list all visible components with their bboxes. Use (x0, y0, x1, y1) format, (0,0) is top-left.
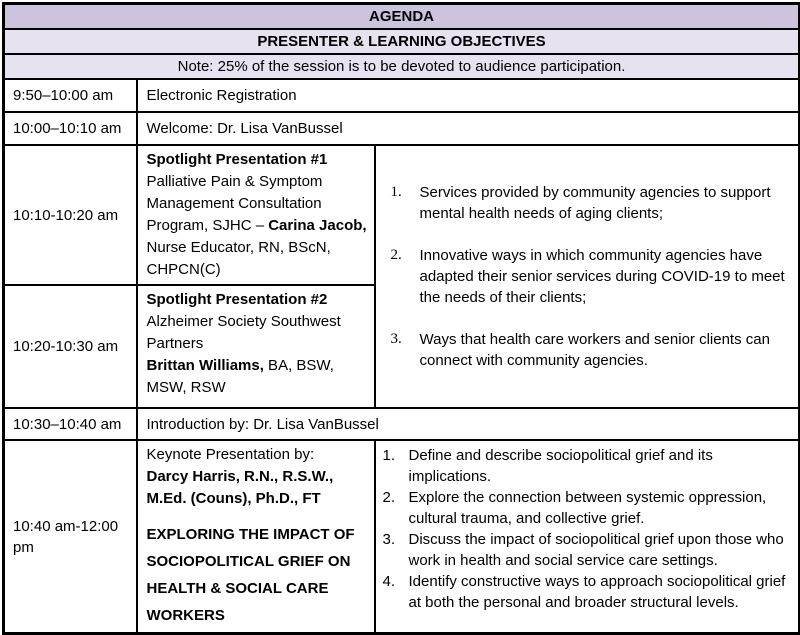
spotlight1-body-after: Nurse Educator, RN, BScN, CHPCN(C) (146, 239, 331, 278)
table-row-keynote (4, 440, 800, 634)
introduction-time: 10:30–10:40 am (4, 408, 137, 440)
table-row-welcome (4, 112, 800, 145)
keynote-talk-title: EXPLORING THE IMPACT OF SOCIOPOLITICAL GRIEF ON HEALTH & SOCIAL CARE WORKERS (146, 526, 355, 624)
spotlight2-credentials: BA, BSW, MSW, RSW (146, 357, 334, 396)
spotlight2-time: 10:20-10:30 am (4, 285, 137, 408)
list-item: Define and describe sociopolitical grief and its implications. (408, 447, 713, 485)
participation-note: Note: 25% of the session is to be devoted to audience participation. (4, 54, 800, 79)
list-item: Innovative ways in which community agencies have adapted their senior services during COVID-19 to meet the needs of their clients; (419, 247, 785, 306)
spotlight-objectives-list (376, 182, 795, 371)
welcome-time: 10:00–10:10 am (4, 112, 137, 145)
spotlight2-description (137, 285, 375, 408)
spotlight1-description (137, 145, 375, 285)
note-row (4, 54, 800, 79)
spotlight1-presenter: Carina Jacob, (268, 217, 367, 234)
spotlight2-heading: Spotlight Presentation #2 (146, 291, 328, 308)
spotlight1-time: 10:10-10:20 am (4, 145, 137, 285)
page-subtitle: PRESENTER & LEARNING OBJECTIVES (4, 29, 800, 54)
page-title: AGENDA (4, 4, 800, 30)
table-row-registration (4, 79, 800, 112)
agenda-title-row (4, 4, 800, 30)
registration-time: 9:50–10:00 am (4, 79, 137, 112)
keynote-objectives-list (376, 445, 795, 613)
table-row-spotlight1 (4, 145, 800, 285)
table-row-introduction (4, 408, 800, 440)
keynote-objectives-cell (375, 440, 800, 634)
keynote-presenter: Darcy Harris, R.N., R.S.W., M.Ed. (Couns), Ph.D., FT (146, 468, 334, 507)
spotlight-objectives-cell (375, 145, 800, 408)
subtitle-row (4, 29, 800, 54)
keynote-intro: Keynote Presentation by: (146, 446, 315, 463)
keynote-description (137, 440, 375, 634)
spotlight1-heading: Spotlight Presentation #1 (146, 151, 328, 168)
list-item: Services provided by community agencies to support mental health needs of aging clients; (419, 184, 771, 222)
registration-label: Electronic Registration (137, 79, 800, 112)
list-item: Ways that health care workers and senior clients can connect with community agencies. (419, 331, 770, 369)
introduction-label: Introduction by: Dr. Lisa VanBussel (137, 408, 800, 440)
list-item: Explore the connection between systemic oppression, cultural trauma, and collective grief. (408, 489, 767, 527)
list-item: Identify constructive ways to approach sociopolitical grief at both the personal and broader structural levels. (408, 573, 786, 611)
spotlight2-presenter: Brittan Williams, (146, 357, 264, 374)
list-item: Discuss the impact of sociopolitical grief upon those who work in health and social service care settings. (408, 531, 784, 569)
spotlight2-org: Alzheimer Society Southwest Partners (146, 313, 341, 352)
welcome-label: Welcome: Dr. Lisa VanBussel (137, 112, 800, 145)
agenda-table (2, 2, 800, 635)
keynote-time: 10:40 am-12:00 pm (4, 440, 137, 634)
spotlight1-body-before: Palliative Pain & Symptom Management Consultation Program, SJHC – (146, 173, 323, 234)
